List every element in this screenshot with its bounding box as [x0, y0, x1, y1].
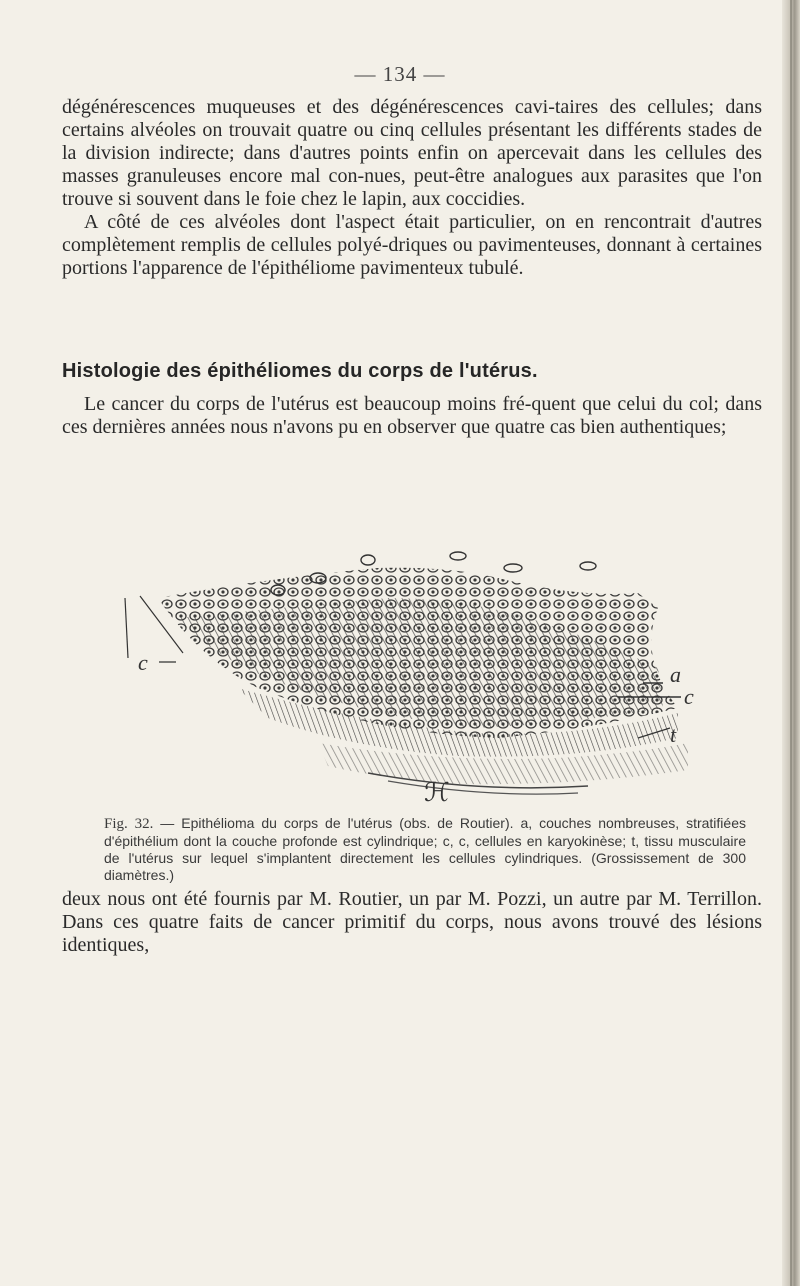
- figure-caption-text: — Epithélioma du corps de l'utérus (obs. de Routier). a, couches nombreuses, stratifiées d'épithélium dont la couche profonde est cylindrique; c, c, cellules en karyokinèse; t, tissu musculaire de l'utérus sur lequel s'implantent directement les cellules cylindriques. (Grossissement de 300 diamètres.): [104, 815, 746, 883]
- paragraph-4-text: deux nous ont été fournis par M. Routier, un par M. Pozzi, un autre par M. Terrillon. Dans ces quatre faits de cancer primitif du corps, nous avons trouvé des lésions identiques,: [62, 888, 762, 956]
- figure-32-illustration: [118, 538, 718, 816]
- paragraph-4: [62, 888, 762, 957]
- figure-label-c-right: c: [684, 684, 694, 709]
- figure-caption: [104, 815, 746, 884]
- histology-engraving: [118, 538, 718, 816]
- paragraph-3: [62, 393, 762, 439]
- section-heading: Histologie des épithéliomes du corps de l'utérus.: [62, 360, 538, 382]
- engraver-mark: ℋ: [424, 778, 450, 807]
- page-number: — 134 —: [354, 62, 446, 86]
- figure-label-a: a: [670, 662, 681, 687]
- paragraph-3-text: Le cancer du corps de l'utérus est beaucoup moins fré-quent que celui du col; dans ces dernières années nous n'avons pu en observer que quatre cas bien authentiques;: [62, 393, 762, 438]
- paragraph-1-text: dégénérescences muqueuses et des dégénérescences cavi-taires des cellules; dans certains alvéoles on trouvait quatre ou cinq cellules présentant les différents stades de la division indirecte; dans d'autres points enfin on apercevait dans les cellules des masses granuleuses encore mal con-nues, peut-être analogues aux parasites que l'on trouve si souvent dans le foie chez le lapin, aux coccidies.: [62, 96, 762, 210]
- figure-number: Fig. 32.: [104, 816, 154, 832]
- page-edge-shadow: [790, 0, 792, 1286]
- paragraph-1: [62, 96, 762, 280]
- figure-label-c-left: c: [138, 650, 148, 675]
- figure-label-t: t: [670, 722, 677, 747]
- paragraph-2-text: A côté de ces alvéoles dont l'aspect était particulier, on en rencontrait d'autres complètement remplis de cellules polyé-driques ou pavimenteuses, donnant à certaines portions l'apparence de l'épithéliome pavimenteux tubulé.: [62, 211, 762, 279]
